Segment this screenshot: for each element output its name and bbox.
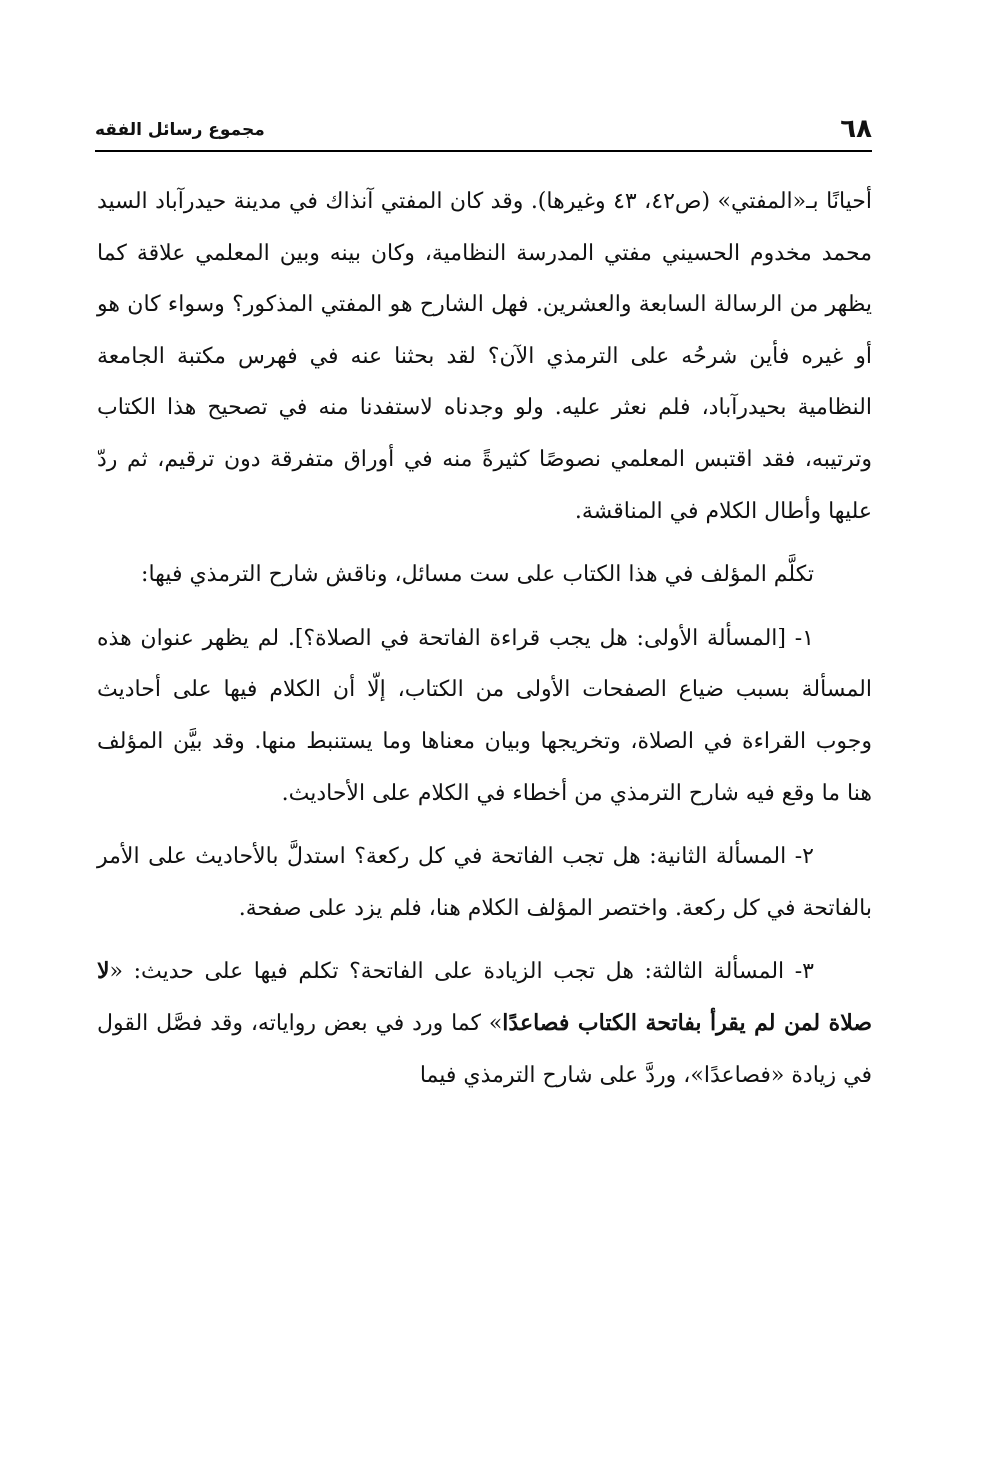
running-title: مجموع رسائل الفقه [95,120,265,140]
paragraph-1: أحيانًا بـ«المفتي» (ص٤٢، ٤٣ وغيرها). وقد كان المفتي آنذاك في مدينة حيدرآباد السيد محمد مخدوم الحسيني مفتي المدرسة النظامية، وكان بينه وبين المعلمي علاقة كما يظهر من الرسالة السابعة والعشرين. فهل الشارح هو المفتي المذكور؟ وسواء كان هو أو غيره فأين شرحُه على الترمذي الآن؟ لقد بحثنا عنه في فهرس مكتبة الجامعة النظامية بحيدرآباد، فلم نعثر عليه. ولو وجدناه لاستفدنا منه في تصحيح هذا الكتاب وترتيبه، فقد اقتبس المعلمي نصوصًا كثيرةً منه في أوراق متفرقة دون ترقيم، ثم ردّ عليها وأطال الكلام في المناقشة. [97,189,872,524]
paragraph-2: تكلَّم المؤلف في هذا الكتاب على ست مسائل، وناقش شارح الترمذي فيها: [141,562,814,588]
paragraph-3-issue-1: ١- [المسألة الأولى: هل يجب قراءة الفاتحة في الصلاة؟]. لم يظهر عنوان هذه المسألة بسبب ضياع الصفحات الأولى من الكتاب، إلّا أن الكلام فيها على أحاديث وجوب القراءة في الصلاة، وتخريجها وبيان معناها وما يستنبط منها. وقد بيَّن المؤلف هنا ما وقع فيه شارح الترمذي من أخطاء في الكلام على الأحاديث. [97,625,872,806]
paragraph-5-issue-3 [97,946,872,1101]
paragraph-4-issue-2: ٢- المسألة الثانية: هل تجب الفاتحة في كل ركعة؟ استدلَّ بالأحاديث على الأمر بالفاتحة في كل ركعة. واختصر المؤلف الكلام هنا، فلم يزد على صفحة. [97,844,872,921]
paragraph-5-tail: » كما ورد في بعض رواياته، وقد فصَّل القول في زيادة «فصاعدًا»، وردَّ على شارح الترمذي فيما [97,1010,872,1088]
paragraph-5-lead: ٣- المسألة الثالثة: هل تجب الزيادة على الفاتحة؟ تكلم فيها على حديث: « [109,959,814,985]
page-header [95,110,872,152]
hadith-quote: لا صلاة لمن لم يقرأ بفاتحة الكتاب فصاعدًا [97,958,872,1036]
page-number: ٦٨ [840,114,872,144]
body-text [97,176,872,1101]
